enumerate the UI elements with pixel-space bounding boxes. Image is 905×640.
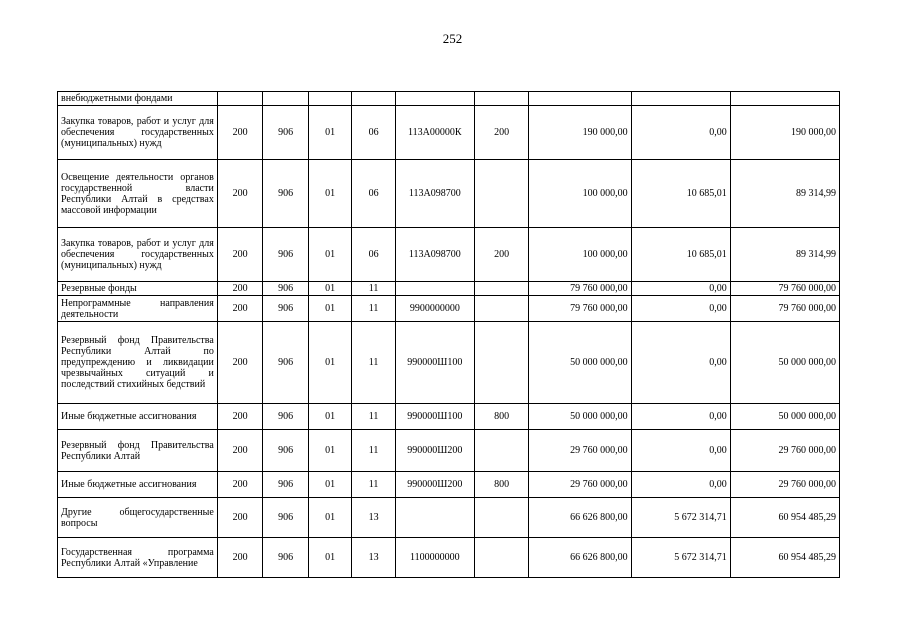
row-cell-col-3: 01	[308, 160, 352, 228]
row-cell-col-5: 1100000000	[395, 538, 474, 578]
row-cell-col-8: 0,00	[631, 472, 730, 498]
row-cell-col-6	[474, 160, 529, 228]
row-cell-col-7: 50 000 000,00	[529, 322, 631, 404]
row-cell-col-8: 0,00	[631, 282, 730, 296]
row-cell-col-4: 11	[352, 296, 396, 322]
row-cell-col-6	[474, 498, 529, 538]
row-cell-col-5	[395, 282, 474, 296]
row-cell-col-1: 200	[217, 282, 263, 296]
row-cell-col-8: 0,00	[631, 322, 730, 404]
row-cell-col-4: 06	[352, 228, 396, 282]
row-cell-col-9: 190 000,00	[730, 106, 839, 160]
row-cell-col-2: 906	[263, 282, 309, 296]
row-cell-col-5	[395, 498, 474, 538]
row-cell-col-9: 50 000 000,00	[730, 322, 839, 404]
row-cell-col-6: 200	[474, 106, 529, 160]
row-description: Другие общегосударственные вопросы	[58, 498, 218, 538]
row-cell-col-6	[474, 538, 529, 578]
row-description: Иные бюджетные ассигнования	[58, 404, 218, 430]
row-description: внебюджетными фондами	[58, 92, 218, 106]
table-row	[58, 228, 840, 282]
row-cell-col-3: 01	[308, 498, 352, 538]
row-cell-col-8: 5 672 314,71	[631, 538, 730, 578]
row-cell-col-9: 50 000 000,00	[730, 404, 839, 430]
row-cell-col-4: 13	[352, 538, 396, 578]
row-description: Государственная программа Республики Алтай «Управление	[58, 538, 218, 578]
row-cell-col-7: 29 760 000,00	[529, 472, 631, 498]
row-cell-col-7: 79 760 000,00	[529, 296, 631, 322]
row-cell-col-5: 990000Ш200	[395, 430, 474, 472]
row-cell-col-2: 906	[263, 430, 309, 472]
row-cell-col-6: 200	[474, 228, 529, 282]
row-cell-col-3: 01	[308, 322, 352, 404]
row-cell-col-8: 5 672 314,71	[631, 498, 730, 538]
row-cell-col-9: 79 760 000,00	[730, 282, 839, 296]
row-cell-col-9: 89 314,99	[730, 160, 839, 228]
row-cell-col-7: 100 000,00	[529, 160, 631, 228]
row-cell-col-7: 66 626 800,00	[529, 498, 631, 538]
row-description: Резервные фонды	[58, 282, 218, 296]
row-cell-col-2: 906	[263, 106, 309, 160]
table-row	[58, 296, 840, 322]
row-cell-col-2: 906	[263, 296, 309, 322]
row-cell-col-6: 800	[474, 404, 529, 430]
row-cell-col-7: 79 760 000,00	[529, 282, 631, 296]
table-row	[58, 498, 840, 538]
row-cell-col-9: 29 760 000,00	[730, 472, 839, 498]
row-cell-col-1: 200	[217, 472, 263, 498]
table-row	[58, 404, 840, 430]
row-cell-col-8	[631, 92, 730, 106]
row-cell-col-1: 200	[217, 404, 263, 430]
row-cell-col-2: 906	[263, 322, 309, 404]
row-cell-col-4: 11	[352, 430, 396, 472]
row-cell-col-9: 89 314,99	[730, 228, 839, 282]
row-cell-col-4	[352, 92, 396, 106]
row-cell-col-8: 0,00	[631, 404, 730, 430]
row-cell-col-4: 11	[352, 472, 396, 498]
row-cell-col-3: 01	[308, 282, 352, 296]
row-cell-col-7: 29 760 000,00	[529, 430, 631, 472]
row-cell-col-1: 200	[217, 296, 263, 322]
row-cell-col-6	[474, 282, 529, 296]
row-cell-col-1: 200	[217, 106, 263, 160]
table-body	[58, 92, 840, 578]
row-cell-col-2: 906	[263, 498, 309, 538]
row-cell-col-3: 01	[308, 430, 352, 472]
row-cell-col-5: 990000Ш100	[395, 404, 474, 430]
row-cell-col-9: 60 954 485,29	[730, 498, 839, 538]
row-description: Непрограммные направления деятельности	[58, 296, 218, 322]
row-description: Закупка товаров, работ и услуг для обеспечения государственных (муниципальных) нужд	[58, 106, 218, 160]
table-row	[58, 282, 840, 296]
table-row	[58, 92, 840, 106]
page-number: 252	[442, 31, 463, 46]
row-cell-col-3: 01	[308, 472, 352, 498]
table-row	[58, 106, 840, 160]
row-description: Закупка товаров, работ и услуг для обеспечения государственных (муниципальных) нужд	[58, 228, 218, 282]
row-cell-col-7: 50 000 000,00	[529, 404, 631, 430]
row-cell-col-3	[308, 92, 352, 106]
row-cell-col-4: 06	[352, 106, 396, 160]
row-cell-col-5	[395, 92, 474, 106]
row-cell-col-3: 01	[308, 296, 352, 322]
table-row	[58, 472, 840, 498]
row-cell-col-1: 200	[217, 538, 263, 578]
row-cell-col-4: 11	[352, 282, 396, 296]
row-cell-col-1	[217, 92, 263, 106]
row-cell-col-1: 200	[217, 430, 263, 472]
row-cell-col-5: 113А098700	[395, 228, 474, 282]
row-cell-col-4: 13	[352, 498, 396, 538]
row-cell-col-9: 60 954 485,29	[730, 538, 839, 578]
table-row	[58, 430, 840, 472]
row-cell-col-7: 190 000,00	[529, 106, 631, 160]
table-row	[58, 160, 840, 228]
row-cell-col-8: 10 685,01	[631, 160, 730, 228]
row-cell-col-5: 113А098700	[395, 160, 474, 228]
row-cell-col-8: 0,00	[631, 106, 730, 160]
row-cell-col-9: 29 760 000,00	[730, 430, 839, 472]
budget-table	[57, 91, 840, 578]
row-cell-col-5: 9900000000	[395, 296, 474, 322]
row-cell-col-3: 01	[308, 538, 352, 578]
row-description: Освещение деятельности органов государственной власти Республики Алтай в средствах массовой информации	[58, 160, 218, 228]
row-cell-col-4: 11	[352, 404, 396, 430]
row-cell-col-6	[474, 92, 529, 106]
row-cell-col-3: 01	[308, 106, 352, 160]
row-description: Резервный фонд Правительства Республики Алтай	[58, 430, 218, 472]
row-cell-col-3: 01	[308, 228, 352, 282]
row-cell-col-7: 66 626 800,00	[529, 538, 631, 578]
table-row	[58, 538, 840, 578]
row-cell-col-8: 10 685,01	[631, 228, 730, 282]
row-cell-col-8: 0,00	[631, 296, 730, 322]
row-cell-col-6: 800	[474, 472, 529, 498]
row-cell-col-4: 11	[352, 322, 396, 404]
row-cell-col-6	[474, 430, 529, 472]
row-cell-col-2	[263, 92, 309, 106]
row-cell-col-3: 01	[308, 404, 352, 430]
row-cell-col-2: 906	[263, 228, 309, 282]
row-cell-col-7: 100 000,00	[529, 228, 631, 282]
row-cell-col-1: 200	[217, 160, 263, 228]
row-cell-col-1: 200	[217, 498, 263, 538]
row-cell-col-9	[730, 92, 839, 106]
row-cell-col-6	[474, 296, 529, 322]
row-cell-col-9: 79 760 000,00	[730, 296, 839, 322]
row-cell-col-2: 906	[263, 538, 309, 578]
row-cell-col-2: 906	[263, 160, 309, 228]
row-cell-col-5: 990000Ш200	[395, 472, 474, 498]
row-cell-col-1: 200	[217, 322, 263, 404]
row-cell-col-2: 906	[263, 472, 309, 498]
row-cell-col-6	[474, 322, 529, 404]
row-description: Резервный фонд Правительства Республики Алтай по предупреждению и ликвидации чрезвычайных ситуаций и последствий стихийных бедствий	[58, 322, 218, 404]
table-row	[58, 322, 840, 404]
row-cell-col-7	[529, 92, 631, 106]
row-cell-col-5: 990000Ш100	[395, 322, 474, 404]
row-cell-col-8: 0,00	[631, 430, 730, 472]
row-cell-col-1: 200	[217, 228, 263, 282]
row-cell-col-5: 113А00000К	[395, 106, 474, 160]
row-cell-col-2: 906	[263, 404, 309, 430]
row-description: Иные бюджетные ассигнования	[58, 472, 218, 498]
row-cell-col-4: 06	[352, 160, 396, 228]
